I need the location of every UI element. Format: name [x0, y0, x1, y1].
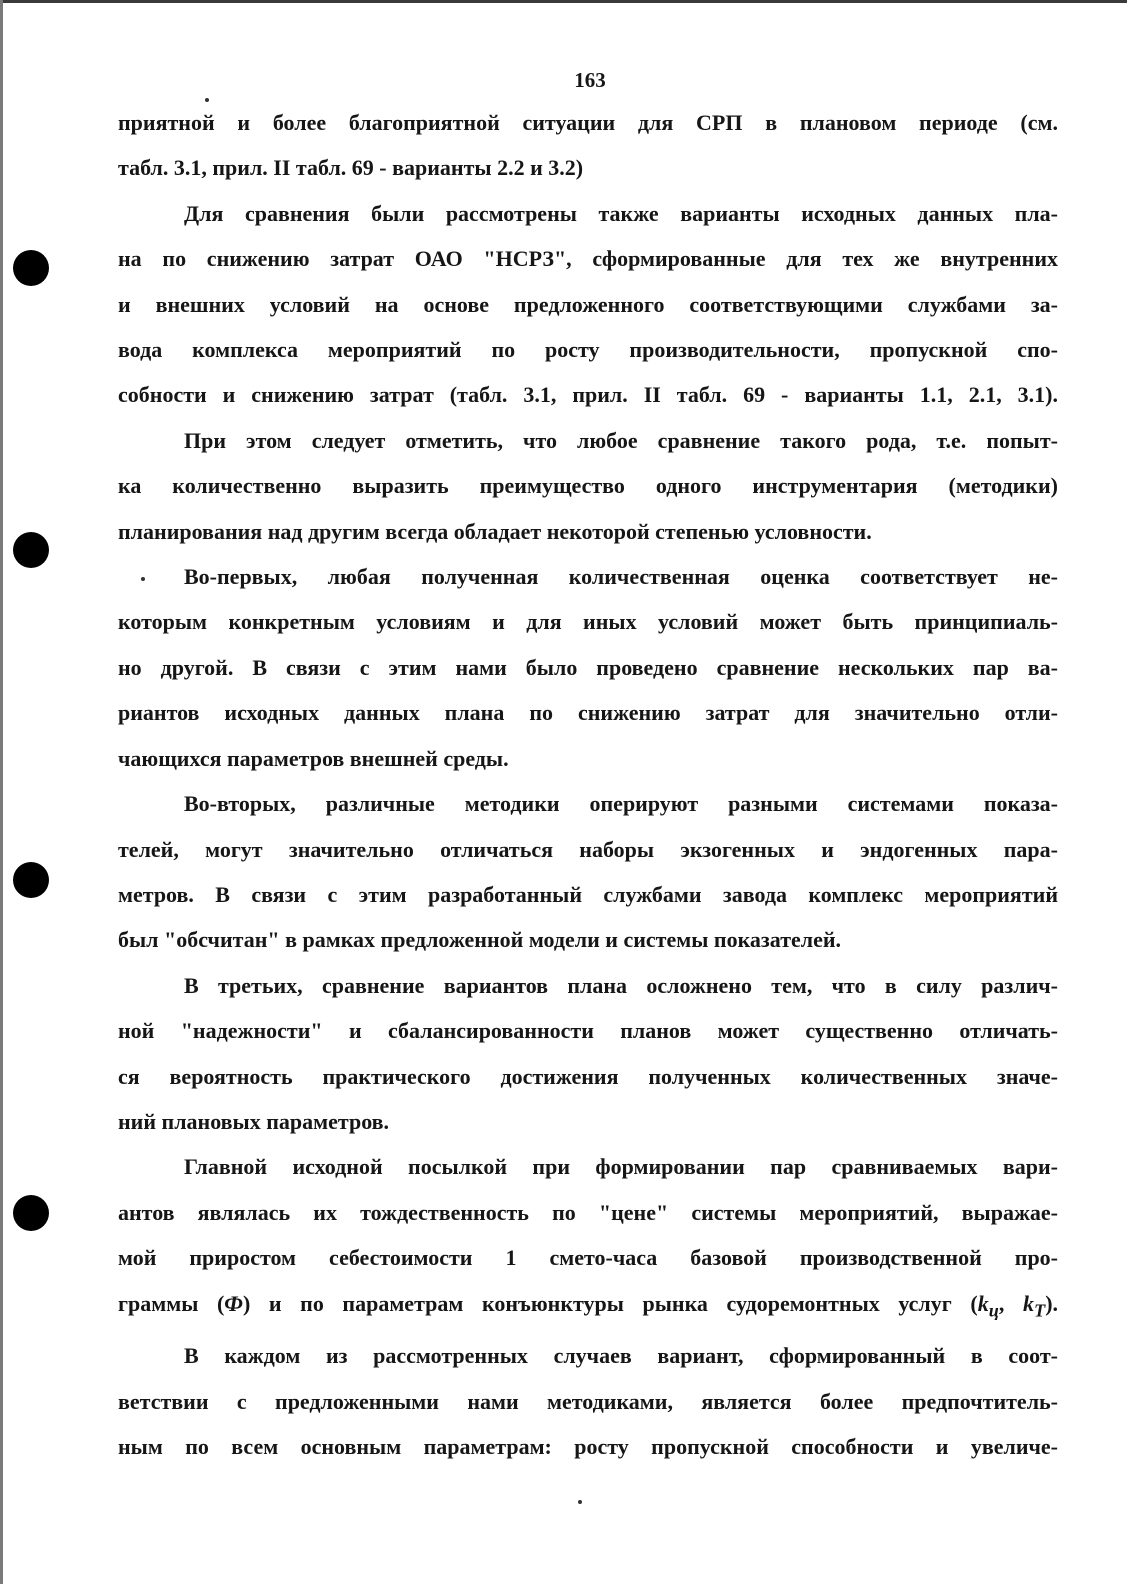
body-line: При этом следует отметить, что любое сравнение такого рода, т.е. попыт-: [184, 427, 1058, 453]
body-line: ным по всем основным параметрам: росту пропускной способности и увеличе-: [118, 1434, 1058, 1460]
body-text: ,: [998, 1290, 1023, 1316]
body-line: телей, могут значительно отличаться наборы экзогенных и эндогенных пара-: [118, 836, 1058, 862]
body-line: ветствии с предложенными нами методиками, является более предпочтитель-: [118, 1388, 1058, 1414]
body-line: ся вероятность практического достижения полученных количественных значе-: [118, 1063, 1058, 1089]
body-text: граммы (: [118, 1290, 225, 1316]
body-line: ний плановых параметров.: [118, 1108, 390, 1134]
body-line: В каждом из рассмотренных случаев вариант, сформированный в соот-: [184, 1343, 1058, 1369]
body-line: мой приростом себестоимости 1 смето-часа базовой производственной про-: [118, 1245, 1058, 1271]
formula-subscript: T: [1033, 1299, 1046, 1320]
body-line: ка количественно выразить преимущество одного инструментария (методики): [118, 473, 1058, 499]
body-line: табл. 3.1, прил. II табл. 69 - варианты 2.2 и 3.2): [118, 155, 584, 181]
body-line: чающихся параметров внешней среды.: [118, 745, 509, 771]
scan-edge-left: [0, 0, 3, 1584]
punch-hole: [13, 250, 49, 286]
body-line: Во-вторых, различные методики оперируют разными системами показа-: [184, 791, 1058, 817]
punch-hole: [13, 532, 49, 568]
body-line: Для сравнения были рассмотрены также варианты исходных данных пла-: [184, 200, 1058, 226]
body-line: ной "надежности" и сбалансированности планов может существенно отличать-: [118, 1018, 1058, 1044]
body-line: но другой. В связи с этим нами было проведено сравнение нескольких пар ва-: [118, 654, 1058, 680]
body-line: риантов исходных данных плана по снижению затрат для значительно отли-: [118, 700, 1058, 726]
body-text: ).: [1045, 1290, 1059, 1316]
body-line-with-formula: [118, 1281, 1058, 1334]
body-line: вода комплекса мероприятий по росту производительности, пропускной спо-: [118, 337, 1058, 363]
formula-symbol: k: [1022, 1290, 1034, 1316]
body-line: антов являлась их тождественность по "цене" системы мероприятий, выражае-: [118, 1199, 1058, 1225]
scan-edge-top: [0, 0, 1127, 3]
formula-symbol: k: [977, 1290, 989, 1316]
page-body: [118, 100, 1058, 1470]
body-line: Главной исходной посылкой при формировании пар сравниваемых вари-: [184, 1154, 1058, 1180]
formula-subscript: ц: [988, 1299, 999, 1320]
body-line: планирования над другим всегда обладает некоторой степенью условности.: [118, 518, 872, 544]
body-text: ) и по параметрам конъюнктуры рынка судоремонтных услуг (: [242, 1290, 978, 1316]
body-line: Во-первых, любая полученная количественная оценка соответствует не-: [184, 564, 1058, 590]
page-number: 163: [574, 68, 606, 92]
body-line: В третьих, сравнение вариантов плана осложнено тем, что в силу различ-: [184, 972, 1058, 998]
body-line: был "обсчитан" в рамках предложенной модели и системы показателей.: [118, 927, 842, 953]
body-line: на по снижению затрат ОАО "НСРЗ", сформированные для тех же внутренних: [118, 246, 1058, 272]
formula-symbol: Ф: [224, 1290, 243, 1316]
punch-hole: [13, 1195, 49, 1231]
scan-speck: [578, 1500, 582, 1504]
body-line: и внешних условий на основе предложенного соответствующими службами за-: [118, 291, 1058, 317]
body-line: которым конкретным условиям и для иных условий может быть принципиаль-: [118, 609, 1058, 635]
punch-hole: [13, 862, 49, 898]
body-line: приятной и более благоприятной ситуации для СРП в плановом периоде (см.: [118, 110, 1058, 135]
body-line: собности и снижению затрат (табл. 3.1, прил. II табл. 69 - варианты 1.1, 2.1, 3.1).: [118, 382, 1058, 408]
body-line: метров. В связи с этим разработанный службами завода комплекс мероприятий: [118, 881, 1058, 907]
